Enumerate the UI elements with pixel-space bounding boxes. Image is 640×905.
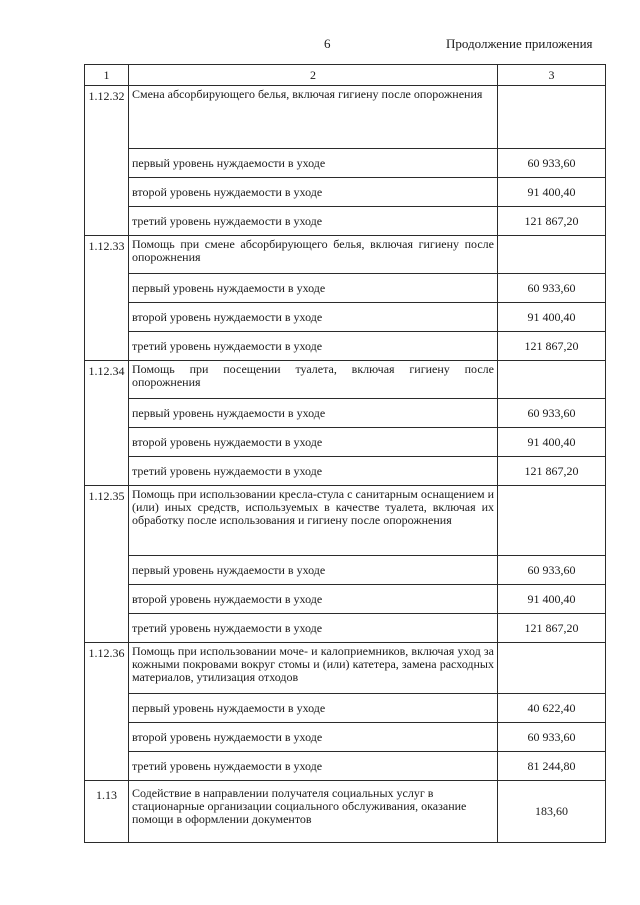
table-row	[85, 399, 606, 428]
table-row	[85, 428, 606, 457]
empty-cell	[498, 486, 606, 556]
service-title: Помощь при использовании моче- и калоприемников, включая уход за кожными покровами вокруг стомы и (или) катетера, замена расходных материалов, утилизация отходов	[129, 643, 498, 694]
price-value: 81 244,80	[498, 752, 606, 781]
price-value: 60 933,60	[498, 149, 606, 178]
empty-cell	[498, 236, 606, 274]
service-title: Помощь при использовании кресла-стула с санитарным оснащением и (или) иных средств, используемых в качестве туалета, включая их обработку после использования и гигиену после опорожнения	[129, 486, 498, 556]
price-value: 121 867,20	[498, 457, 606, 486]
table-row	[85, 457, 606, 486]
level-label: первый уровень нуждаемости в уходе	[129, 399, 498, 428]
table-header-row	[85, 65, 606, 86]
table-row	[85, 723, 606, 752]
level-label: второй уровень нуждаемости в уходе	[129, 585, 498, 614]
service-title: Помощь при смене абсорбирующего белья, включая гигиену после опорожнения	[129, 236, 498, 274]
table-row	[85, 486, 606, 556]
table-row	[85, 614, 606, 643]
price-value: 60 933,60	[498, 399, 606, 428]
service-code: 1.12.35	[85, 486, 129, 643]
price-value: 91 400,40	[498, 585, 606, 614]
price-value: 121 867,20	[498, 332, 606, 361]
table-row	[85, 332, 606, 361]
level-label: третий уровень нуждаемости в уходе	[129, 752, 498, 781]
service-title: Смена абсорбирующего белья, включая гигиену после опорожнения	[129, 86, 498, 149]
level-label: первый уровень нуждаемости в уходе	[129, 149, 498, 178]
level-label: третий уровень нуждаемости в уходе	[129, 207, 498, 236]
level-label: первый уровень нуждаемости в уходе	[129, 556, 498, 585]
price-value: 60 933,60	[498, 556, 606, 585]
table-row	[85, 149, 606, 178]
service-code: 1.12.32	[85, 86, 129, 236]
price-value: 60 933,60	[498, 723, 606, 752]
service-code: 1.12.33	[85, 236, 129, 361]
service-code: 1.13	[85, 781, 129, 843]
price-value: 91 400,40	[498, 428, 606, 457]
table-row	[85, 207, 606, 236]
table-row	[85, 86, 606, 149]
level-label: первый уровень нуждаемости в уходе	[129, 274, 498, 303]
table-row	[85, 303, 606, 332]
level-label: третий уровень нуждаемости в уходе	[129, 332, 498, 361]
table-row	[85, 361, 606, 399]
price-value: 121 867,20	[498, 614, 606, 643]
level-label: второй уровень нуждаемости в уходе	[129, 303, 498, 332]
level-label: второй уровень нуждаемости в уходе	[129, 723, 498, 752]
table-row	[85, 752, 606, 781]
empty-cell	[498, 86, 606, 149]
header-cell: 3	[498, 65, 606, 86]
continuation-label: Продолжение приложения	[446, 36, 593, 51]
price-value: 91 400,40	[498, 303, 606, 332]
price-value: 183,60	[498, 781, 606, 843]
header-cell: 2	[129, 65, 498, 86]
table-row	[85, 236, 606, 274]
empty-cell	[498, 361, 606, 399]
service-title: Содействие в направлении получателя социальных услуг в стационарные организации социального обслуживания, оказание помощи в оформлении документов	[129, 781, 498, 843]
service-code: 1.12.36	[85, 643, 129, 781]
price-value: 121 867,20	[498, 207, 606, 236]
level-label: третий уровень нуждаемости в уходе	[129, 614, 498, 643]
price-value: 60 933,60	[498, 274, 606, 303]
level-label: первый уровень нуждаемости в уходе	[129, 694, 498, 723]
table-row	[85, 781, 606, 843]
level-label: третий уровень нуждаемости в уходе	[129, 457, 498, 486]
header-cell: 1	[85, 65, 129, 86]
service-code: 1.12.34	[85, 361, 129, 486]
table-row	[85, 556, 606, 585]
table-row	[85, 643, 606, 694]
price-value: 91 400,40	[498, 178, 606, 207]
tariff-table	[84, 64, 606, 843]
table-row	[85, 178, 606, 207]
level-label: второй уровень нуждаемости в уходе	[129, 178, 498, 207]
table-row	[85, 694, 606, 723]
price-value: 40 622,40	[498, 694, 606, 723]
table-row	[85, 274, 606, 303]
page-number: 6	[324, 36, 331, 51]
level-label: второй уровень нуждаемости в уходе	[129, 428, 498, 457]
empty-cell	[498, 643, 606, 694]
service-title: Помощь при посещении туалета, включая гигиену после опорожнения	[129, 361, 498, 399]
table-row	[85, 585, 606, 614]
